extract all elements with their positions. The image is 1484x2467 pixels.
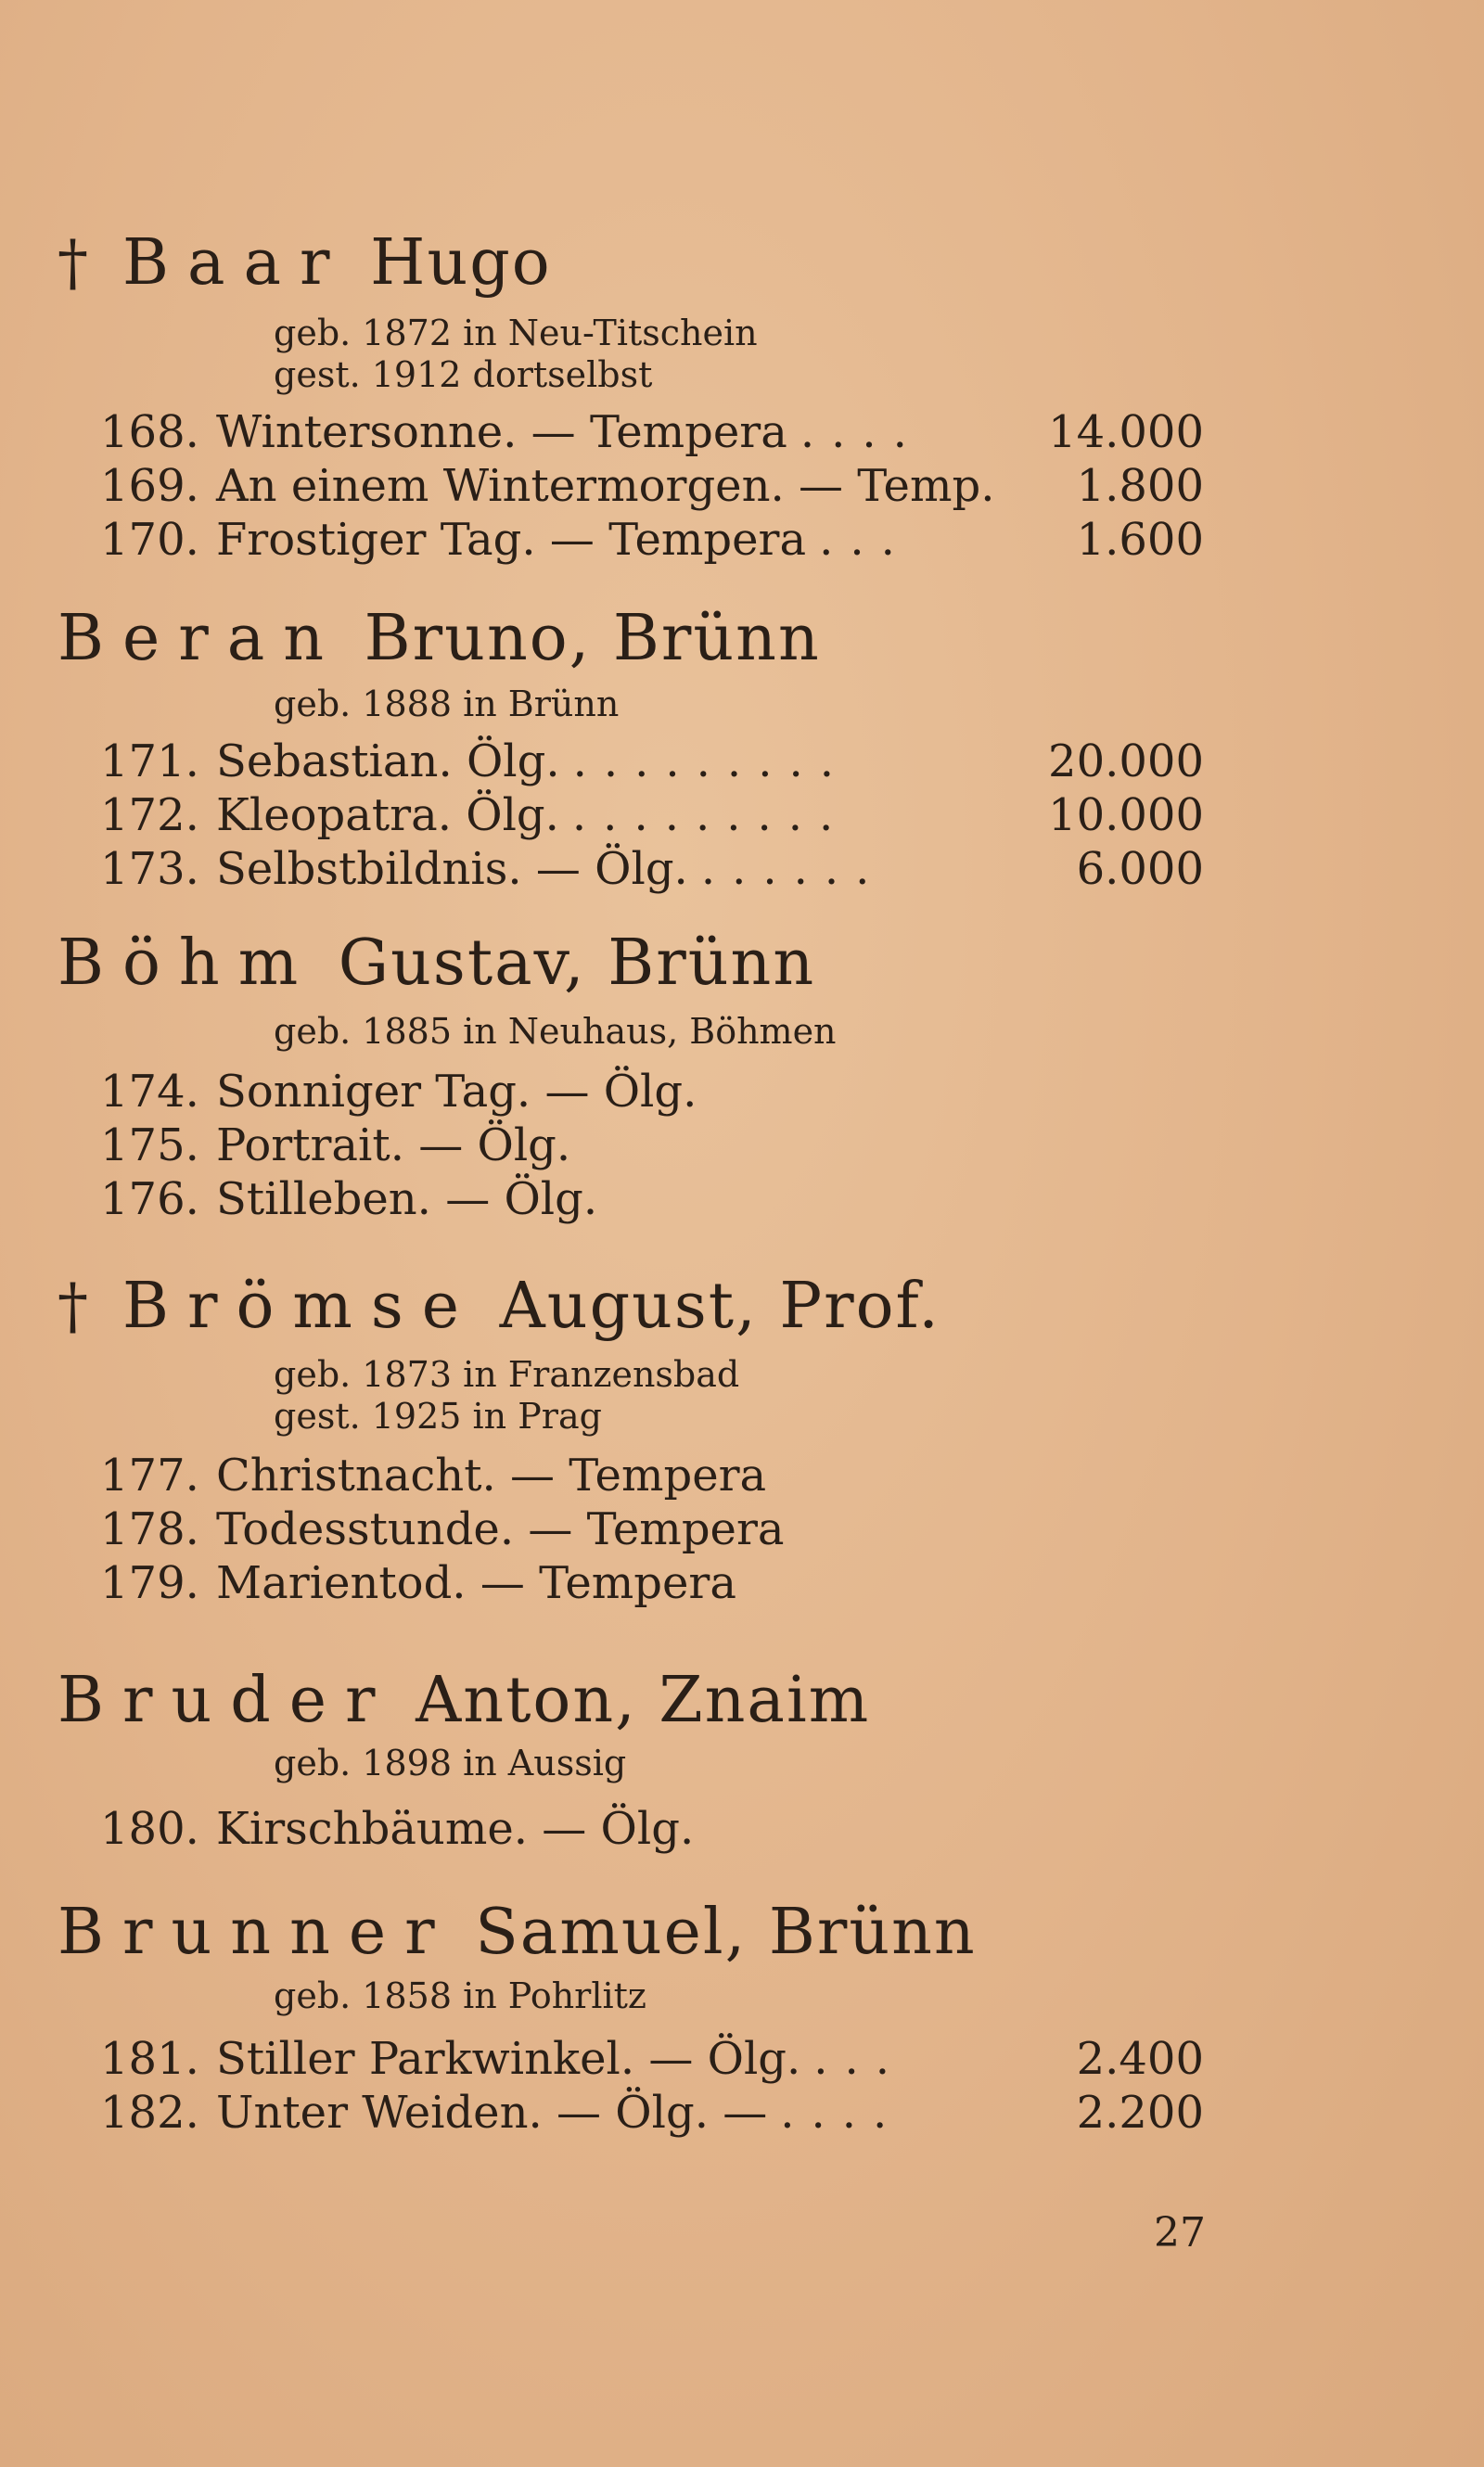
entry-number: 179. [100, 1557, 199, 1609]
entry-number: 182. [100, 2087, 199, 2139]
artist-heading [58, 1270, 940, 1343]
entry-price: 20.000 [1048, 735, 1204, 787]
catalog-entry [100, 460, 1204, 512]
artist-name-rest: Samuel, Brünn [453, 1896, 977, 1969]
entry-title: Selbstbildnis. — Ölg. [216, 843, 688, 895]
entry-title: Portrait. — Ölg. [216, 1119, 571, 1171]
entry-price: 1.800 [1076, 460, 1204, 512]
catalog-entry [100, 514, 1204, 566]
entry-price: 2.400 [1076, 2033, 1204, 2085]
entry-number: 169. [100, 460, 199, 512]
entry-number: 171. [100, 735, 199, 787]
entry-price: 1.600 [1076, 514, 1204, 566]
entry-title: Christnacht. — Tempera [216, 1450, 767, 1502]
artist-surname: Bruder [58, 1664, 394, 1737]
catalog-entry [100, 1066, 1204, 1118]
entry-number: 178. [100, 1503, 199, 1555]
artist-name-rest: Hugo [348, 226, 552, 300]
catalog-entry [100, 1557, 1204, 1609]
catalog-entry [100, 1119, 1204, 1171]
entry-title: Kleopatra. Ölg. [216, 789, 559, 841]
entry-leader-dots: .... [780, 2087, 904, 2139]
deceased-cross-icon: † [58, 227, 88, 299]
artist-surname: Brömse [122, 1270, 479, 1343]
entry-number: 172. [100, 789, 199, 841]
entry-price: 2.200 [1076, 2087, 1204, 2139]
artist-birth: geb. 1873 in Franzensbad [274, 1354, 740, 1395]
catalog-entry [100, 789, 1204, 841]
artist-name-rest: Gustav, Brünn [316, 927, 816, 1000]
catalog-entry [100, 406, 1204, 458]
entry-title: An einem Wintermorgen. — Temp. [216, 460, 995, 512]
entry-number: 168. [100, 406, 199, 458]
artist-surname: Brunner [58, 1896, 454, 1969]
entry-title: Sonniger Tag. — Ölg. [216, 1066, 697, 1118]
entry-leader-dots: ......... [571, 789, 851, 841]
page-number: 27 [1154, 2209, 1206, 2256]
entry-title: Wintersonne. — Tempera [216, 406, 787, 458]
artist-heading [58, 602, 821, 675]
entry-title: Sebastian. Ölg. [216, 735, 560, 787]
artist-birth: geb. 1858 in Pohrlitz [274, 1975, 646, 2016]
artist-name-rest: Bruno, Brünn [342, 602, 821, 675]
catalog-entry [100, 2033, 1204, 2085]
entry-number: 175. [100, 1119, 199, 1171]
entry-title: Marientod. — Tempera [216, 1557, 736, 1609]
artist-surname: Böhm [58, 927, 317, 1000]
artist-birth: geb. 1898 in Aussig [274, 1743, 627, 1783]
artist-surname: Beran [58, 602, 343, 675]
catalog-entry [100, 1803, 1204, 1855]
entry-title: Kirschbäume. — Ölg. [216, 1803, 695, 1855]
artist-heading [58, 927, 816, 1000]
deceased-cross-icon: † [58, 1271, 88, 1342]
artist-surname: Baar [122, 226, 349, 300]
entry-title: Todesstunde. — Tempera [216, 1503, 785, 1555]
artist-heading [58, 1664, 871, 1737]
entry-leader-dots: .... [800, 406, 924, 458]
artist-death: gest. 1925 in Prag [274, 1396, 602, 1437]
entry-number: 170. [100, 514, 199, 566]
artist-name-rest: Anton, Znaim [393, 1664, 871, 1737]
entry-price: 10.000 [1048, 789, 1204, 841]
entry-price: 6.000 [1076, 843, 1204, 895]
entry-leader-dots: ...... [700, 843, 887, 895]
entry-number: 176. [100, 1173, 199, 1225]
entry-price: 14.000 [1048, 406, 1204, 458]
entry-number: 177. [100, 1450, 199, 1502]
artist-name-rest: August, Prof. [478, 1270, 940, 1343]
artist-death: gest. 1912 dortselbst [274, 354, 653, 395]
entry-number: 180. [100, 1803, 199, 1855]
entry-title: Unter Weiden. — Ölg. — [216, 2087, 768, 2139]
catalog-entry [100, 1450, 1204, 1502]
entry-title: Frostiger Tag. — Tempera [216, 514, 807, 566]
artist-heading [58, 1896, 977, 1969]
catalog-entry [100, 1503, 1204, 1555]
entry-number: 181. [100, 2033, 199, 2085]
catalog-entry [100, 2087, 1204, 2139]
entry-title: Stilleben. — Ölg. [216, 1173, 598, 1225]
artist-birth: geb. 1885 in Neuhaus, Böhmen [274, 1011, 837, 1052]
artist-birth: geb. 1872 in Neu-Titschein [274, 313, 758, 353]
entry-leader-dots: ......... [572, 735, 851, 787]
entry-leader-dots: ... [819, 514, 912, 566]
entry-number: 174. [100, 1066, 199, 1118]
entry-leader-dots: ... [813, 2033, 907, 2085]
catalog-entry [100, 843, 1204, 895]
entry-title: Stiller Parkwinkel. — Ölg. [216, 2033, 801, 2085]
entry-leader-dots [994, 460, 1007, 512]
catalog-entry [100, 1173, 1204, 1225]
catalog-entry [100, 735, 1204, 787]
entry-number: 173. [100, 843, 199, 895]
artist-heading [58, 226, 552, 300]
artist-birth: geb. 1888 in Brünn [274, 684, 620, 724]
